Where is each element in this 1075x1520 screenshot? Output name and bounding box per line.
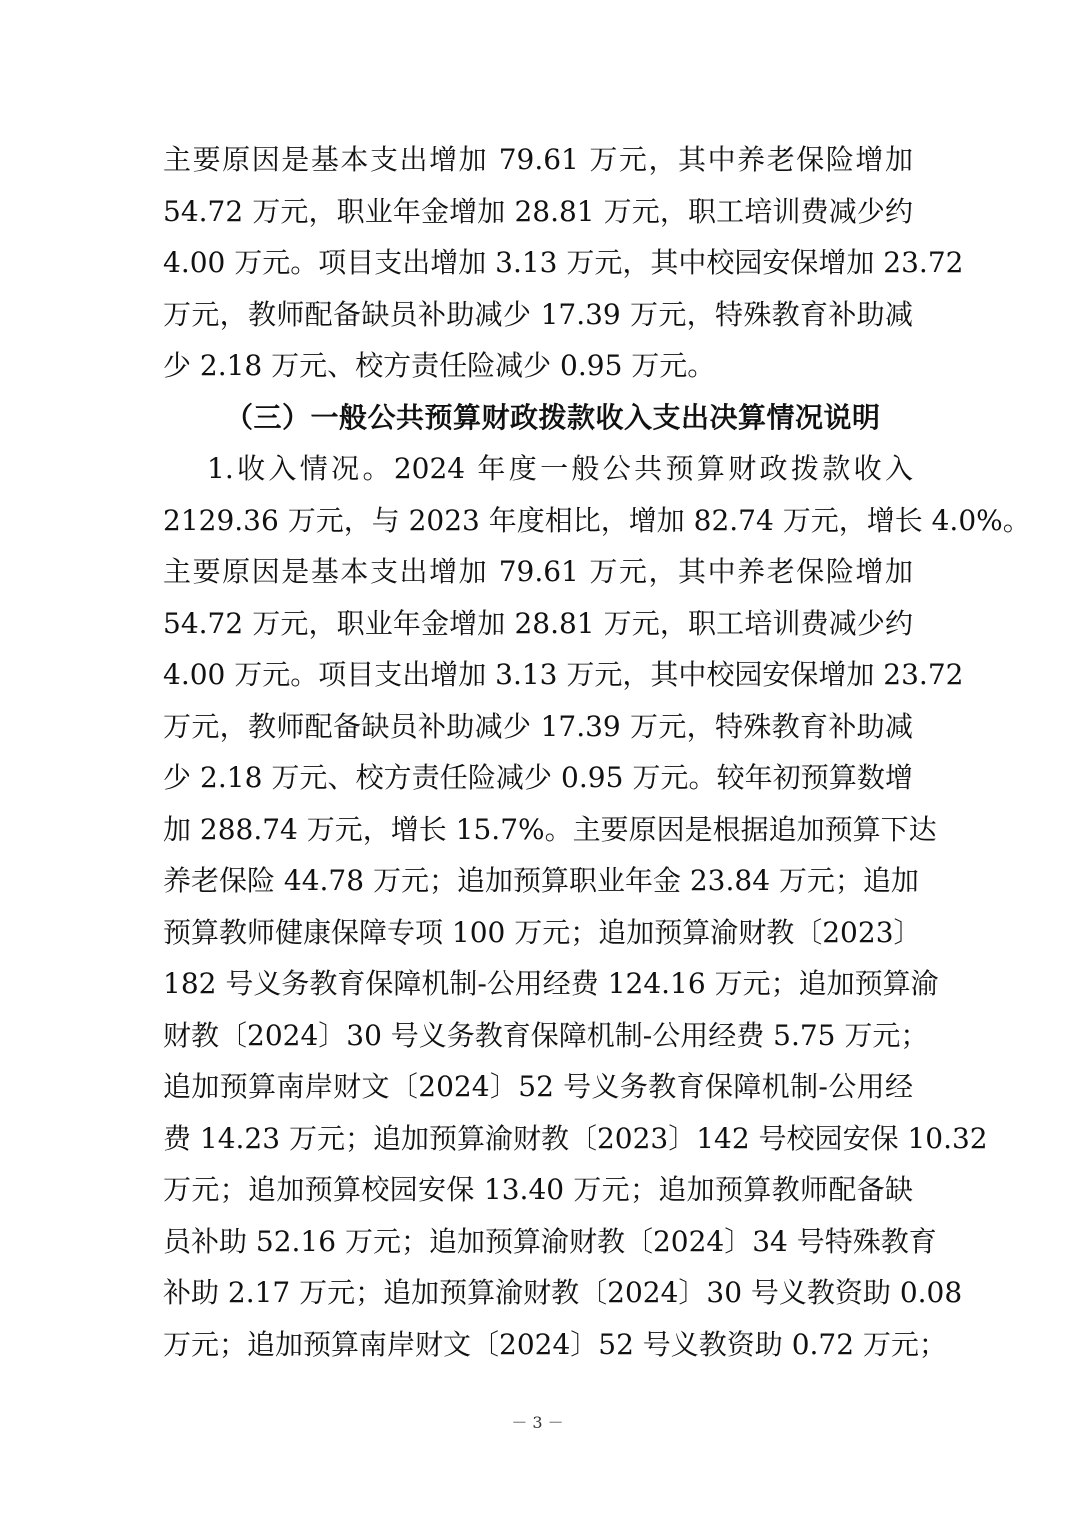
paragraph-income xyxy=(163,443,1031,1370)
text-line: 万元，教师配备缺员补助减少 17.39 万元，特殊教育补助减 xyxy=(163,297,913,331)
text-line: 1.收入情况。2024 年度一般公共预算财政拨款收入 xyxy=(207,452,913,485)
text-line: 养老保险 44.78 万元；追加预算职业年金 23.84 万元；追加 xyxy=(163,864,919,897)
text-line: 费 14.23 万元；追加预算渝财教〔2023〕142 号校园安保 10.32 xyxy=(163,1121,988,1155)
text-line: 54.72 万元，职业年金增加 28.81 万元，职工培训费减少约 xyxy=(163,194,913,228)
text-line: 2129.36 万元，与 2023 年度相比，增加 82.74 万元，增长 4.0%。 xyxy=(163,503,1031,537)
text-line: 少 2.18 万元、校方责任险减少 0.95 万元。较年初预算数增 xyxy=(163,761,913,794)
paragraph-continued xyxy=(163,134,964,392)
document-body xyxy=(163,134,1031,1370)
text-line: 主要原因是基本支出增加 79.61 万元，其中养老保险增加 xyxy=(163,555,913,588)
text-line: 万元，教师配备缺员补助减少 17.39 万元，特殊教育补助减 xyxy=(163,709,913,743)
text-line: 员补助 52.16 万元；追加预算渝财教〔2024〕34 号特殊教育 xyxy=(163,1224,937,1258)
text-line: 主要原因是基本支出增加 79.61 万元，其中养老保险增加 xyxy=(163,143,913,176)
text-line: 182 号义务教育保障机制-公用经费 124.16 万元；追加预算渝 xyxy=(163,967,939,1000)
text-line: 加 288.74 万元，增长 15.7%。主要原因是根据追加预算下达 xyxy=(163,812,937,846)
text-line: 追加预算南岸财文〔2024〕52 号义务教育保障机制-公用经 xyxy=(163,1070,913,1103)
text-line: 补助 2.17 万元；追加预算渝财教〔2024〕30 号义教资助 0.08 xyxy=(163,1276,963,1309)
text-line: 54.72 万元，职业年金增加 28.81 万元，职工培训费减少约 xyxy=(163,606,913,640)
text-line: 财教〔2024〕30 号义务教育保障机制-公用经费 5.75 万元； xyxy=(163,1018,929,1052)
text-line: 4.00 万元。项目支出增加 3.13 万元，其中校园安保增加 23.72 xyxy=(163,246,964,279)
section-heading: （三）一般公共预算财政拨款收入支出决算情况说明 xyxy=(225,400,881,434)
text-line: 4.00 万元。项目支出增加 3.13 万元，其中校园安保增加 23.72 xyxy=(163,658,964,691)
text-line: 少 2.18 万元、校方责任险减少 0.95 万元。 xyxy=(163,349,716,382)
page-number: － 3 － xyxy=(511,1413,564,1432)
text-line: 万元；追加预算南岸财文〔2024〕52 号义教资助 0.72 万元； xyxy=(163,1327,947,1361)
text-line: 预算教师健康保障专项 100 万元；追加预算渝财教〔2023〕 xyxy=(163,915,922,949)
text-line: 万元；追加预算校园安保 13.40 万元；追加预算教师配备缺 xyxy=(163,1173,913,1206)
